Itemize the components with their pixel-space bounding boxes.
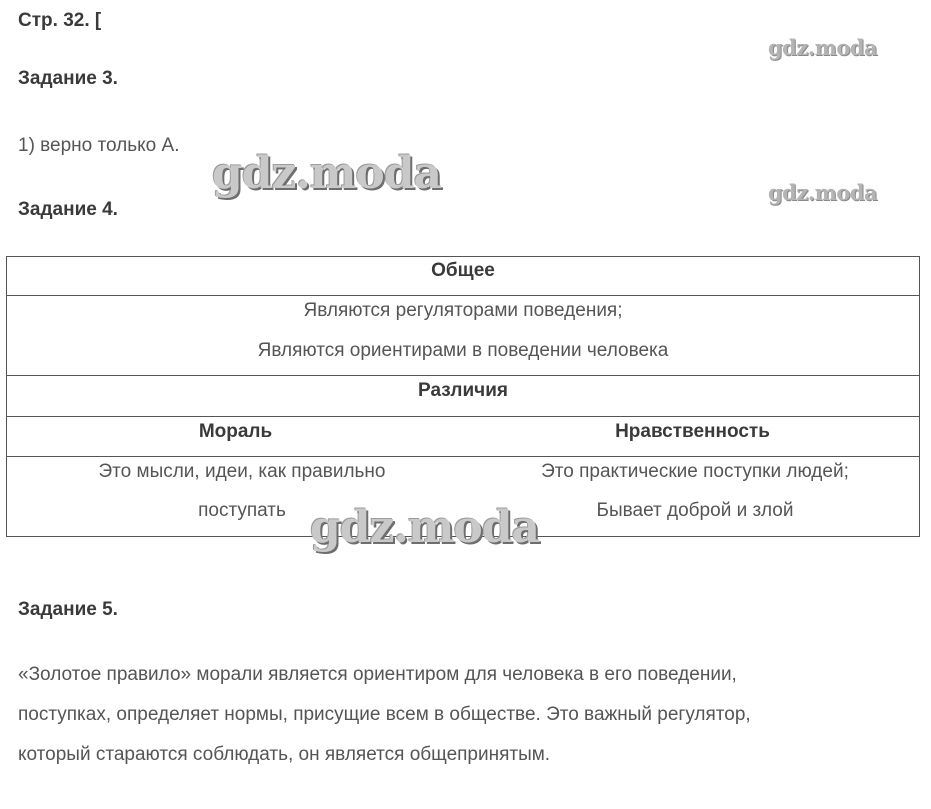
task5-paragraph	[18, 655, 918, 775]
table-divider	[7, 295, 919, 296]
watermark-top-right: gdz.moda	[768, 35, 878, 60]
task5-line: «Золотое правило» морали является ориентиром для человека в его поведении,	[18, 664, 737, 685]
task5-line: поступках, определяет нормы, присущие всем в обществе. Это важный регулятор,	[18, 704, 751, 725]
table-column-morality: Мораль	[198, 421, 273, 442]
table-common-row: Являются ориентирами в поведении человека	[257, 340, 669, 361]
table-common-row: Являются регуляторами поведения;	[303, 300, 623, 321]
table-divider	[7, 375, 919, 376]
task3-answer: 1) верно только А.	[18, 135, 180, 156]
table-cell-morality-line: поступать	[198, 500, 286, 521]
comparison-table	[6, 256, 920, 537]
table-column-ethics: Нравственность	[615, 421, 770, 442]
table-common-header: Общее	[431, 260, 495, 281]
table-cell-ethics-line: Бывает доброй и злой	[596, 500, 794, 521]
table-divider	[7, 416, 919, 417]
watermark-large-lower: gdz.moda	[310, 502, 540, 553]
table-cell-morality-line: Это мысли, идеи, как правильно	[98, 461, 386, 482]
table-diff-header: Различия	[418, 380, 508, 401]
task5-heading: Задание 5.	[18, 599, 118, 620]
page-reference: Стр. 32. [	[18, 10, 102, 31]
table-cell-ethics-line: Это практические поступки людей;	[541, 461, 849, 482]
task3-heading: Задание 3.	[18, 68, 118, 89]
watermark-mid-right: gdz.moda	[768, 180, 878, 205]
task5-line: который стараются соблюдать, он является общепринятым.	[18, 744, 551, 765]
task4-heading: Задание 4.	[18, 199, 118, 220]
table-divider	[7, 456, 919, 457]
watermark-large-upper: gdz.moda	[212, 148, 442, 199]
